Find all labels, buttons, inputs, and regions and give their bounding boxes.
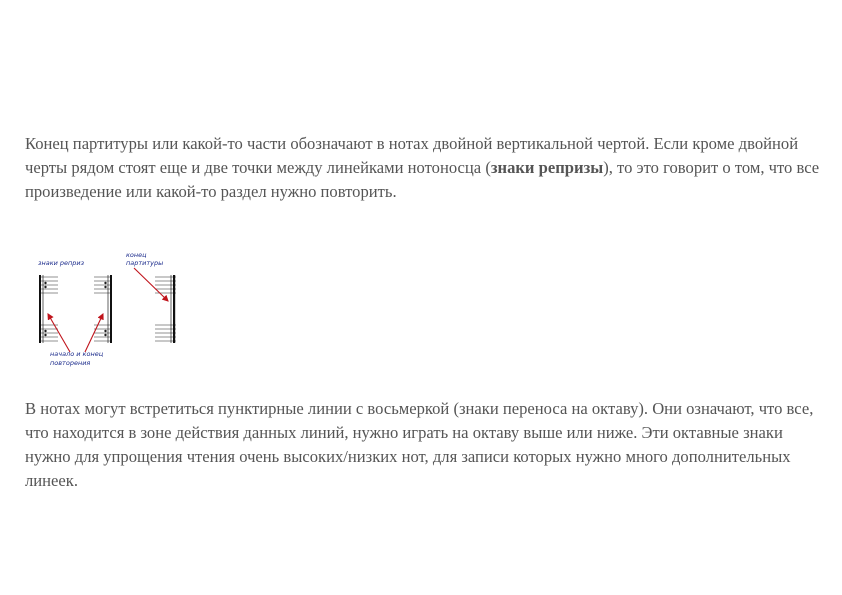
paragraph-octave-signs: В нотах могут встретиться пунктирные линии с восьмеркой (знаки переноса на октаву). Они означают, что все, что находится в зоне действия данных линий, нужно играть на октаву выше или ниже. Эти октавные знаки нужно для упрощения чтения очень высоких/низких нот, для записи которых нужно много дополнительных линеек. [25, 399, 814, 490]
bold-term-repeat-signs: знаки репризы [490, 158, 604, 177]
label-start-line1: начало и конец [50, 350, 104, 358]
paragraph-text-end: ), то это говорит о том, что все произведение или какой-то раздел нужно повторить. [25, 158, 820, 201]
repeat-signs-diagram [30, 248, 190, 373]
staff-opening-repeat [39, 275, 58, 343]
repeat-signs-figure [30, 248, 190, 373]
label-reprise: знаки реприз [38, 259, 85, 267]
staff-end-of-score [155, 275, 176, 343]
label-end-line2: партитуры [126, 259, 164, 267]
paragraph-text-start: Конец партитуры или какой-то части обозначают в нотах двойной вертикальной чертой. Если кроме двойной черты рядом стоят еще и две точки между линейками нотоносца ( [25, 134, 799, 177]
label-start-line2: повторения [50, 359, 91, 367]
label-end-line1: конец [126, 251, 147, 259]
paragraph-repeat-signs [25, 132, 825, 204]
staff-closing-repeat [94, 275, 112, 343]
